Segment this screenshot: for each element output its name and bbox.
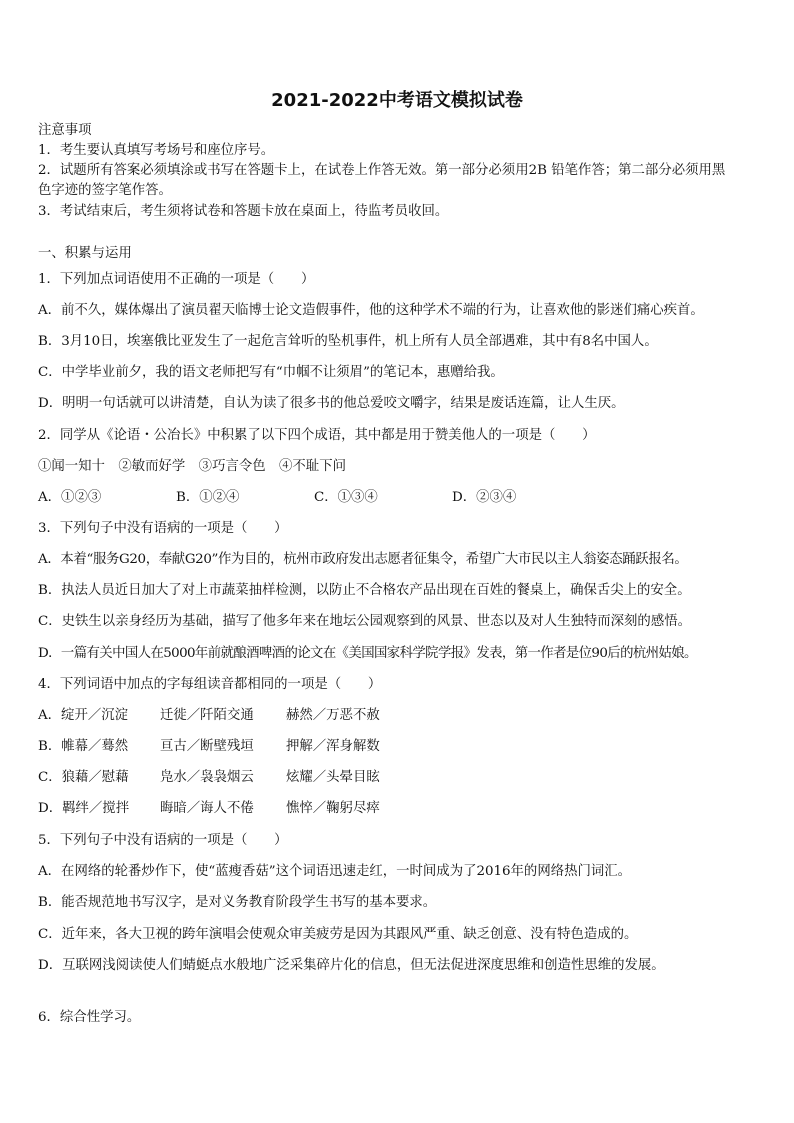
q5-option-a: A．在网络的轮番炒作下，使“蓝瘦香菇”这个词语迅速走红，一时间成为了2016年的网络热门词汇。 <box>38 864 632 879</box>
q1-option-d: D．明明一句话就可以讲清楚，自认为读了很多书的他总爱咬文嚼字，结果是废话连篇，让人生厌。 <box>38 396 625 411</box>
q4-row-d-col1: D．羁绊／搅拌 <box>38 801 130 816</box>
q4-row-b-col1: B．帷幕／蓦然 <box>38 739 129 754</box>
q4-row-d-col3: 憔悴／鞠躬尽瘁 <box>286 801 380 816</box>
q4-row-b-col2: 亘古／断壁残垣 <box>160 739 254 754</box>
q3-option-d: D．一篇有关中国人在5000年前就酿酒啤酒的论文在《美国国家科学院学报》发表，第一作者是位90后的杭州姑娘。 <box>38 646 697 661</box>
q6-stem: 6．综合性学习。 <box>38 1010 141 1025</box>
notice-item-2-cont: 色字迹的签字笔作答。 <box>38 183 172 198</box>
q2-stem: 2．同学从《论语・公冶长》中积累了以下四个成语，其中都是用于赞美他人的一项是（ ） <box>38 428 596 443</box>
q5-stem: 5．下列句子中没有语病的一项是（ ） <box>38 833 288 848</box>
q1-option-c: C．中学毕业前夕，我的语文老师把写有“巾帼不让须眉”的笔记本，惠赠给我。 <box>38 365 504 380</box>
q4-row-d-col2: 晦暗／诲人不倦 <box>160 801 254 816</box>
q4-row-c-col2: 凫水／袅袅烟云 <box>160 770 254 785</box>
q2-items: ①闻一知十 ②敏而好学 ③巧言令色 ④不耻下问 <box>38 459 346 474</box>
q4-stem: 4．下列词语中加点的字每组读音都相同的一项是（ ） <box>38 677 382 692</box>
q1-option-a: A．前不久，媒体爆出了演员翟天临博士论文造假事件，他的这种学术不端的行为，让喜欢他的影迷们痛心疾首。 <box>38 303 704 318</box>
q3-option-c: C．史铁生以亲身经历为基础，描写了他多年来在地坛公园观察到的风景、世态以及对人生独特而深刻的感悟。 <box>38 614 691 629</box>
page-title: 2021-2022中考语文模拟试卷 <box>271 90 523 111</box>
notice-item-3: 3．考试结束后，考生须将试卷和答题卡放在桌面上，待监考员收回。 <box>38 204 449 219</box>
q4-row-c-col1: C．狼藉／慰藉 <box>38 770 129 785</box>
q4-row-b-col3: 押解／浑身解数 <box>286 739 380 754</box>
q2-option-b: B．①②④ <box>176 490 240 505</box>
q3-stem: 3．下列句子中没有语病的一项是（ ） <box>38 521 288 536</box>
q2-option-c: C．①③④ <box>314 490 378 505</box>
q4-row-a-col1: A．绽开／沉淀 <box>38 708 129 723</box>
notice-item-1: 1．考生要认真填写考场号和座位序号。 <box>38 143 275 158</box>
q3-option-a: A．本着“服务G20，奉献G20”作为目的，杭州市政府发出志愿者征集令，希望广大市民以主人翁姿态踊跃报名。 <box>38 552 688 567</box>
notice-heading: 注意事项 <box>38 123 92 138</box>
q4-row-a-col3: 赫然／万恶不赦 <box>286 708 380 723</box>
section-heading: 一、积累与运用 <box>38 246 132 261</box>
q5-option-c: C．近年来，各大卫视的跨年演唱会使观众审美疲劳是因为其跟风严重、缺乏创意、没有特色造成的。 <box>38 927 638 942</box>
q4-row-c-col3: 炫耀／头晕目眩 <box>286 770 380 785</box>
q2-option-a: A．①②③ <box>38 490 102 505</box>
q4-row-a-col2: 迁徙／阡陌交通 <box>160 708 254 723</box>
q5-option-d: D．互联网浅阅读使人们蜻蜓点水般地广泛采集碎片化的信息，但无法促进深度思维和创造性思维的发展。 <box>38 958 665 973</box>
q5-option-b: B．能否规范地书写汉字，是对义务教育阶段学生书写的基本要求。 <box>38 895 437 910</box>
q1-option-b: B．3月10日，埃塞俄比亚发生了一起危言耸听的坠机事件，机上所有人员全部遇难，其中有8名中国人。 <box>38 334 658 349</box>
notice-item-2: 2．试题所有答案必须填涂或书写在答题卡上，在试卷上作答无效。第一部分必须用2B 铅笔作答；第二部分必须用黑 <box>38 163 726 178</box>
q2-option-d: D．②③④ <box>452 490 517 505</box>
q1-stem: 1．下列加点词语使用不正确的一项是（ ） <box>38 272 315 287</box>
q3-option-b: B．执法人员近日加大了对上市蔬菜抽样检测，以防止不合格农产品出现在百姓的餐桌上，确保舌尖上的安全。 <box>38 583 691 598</box>
